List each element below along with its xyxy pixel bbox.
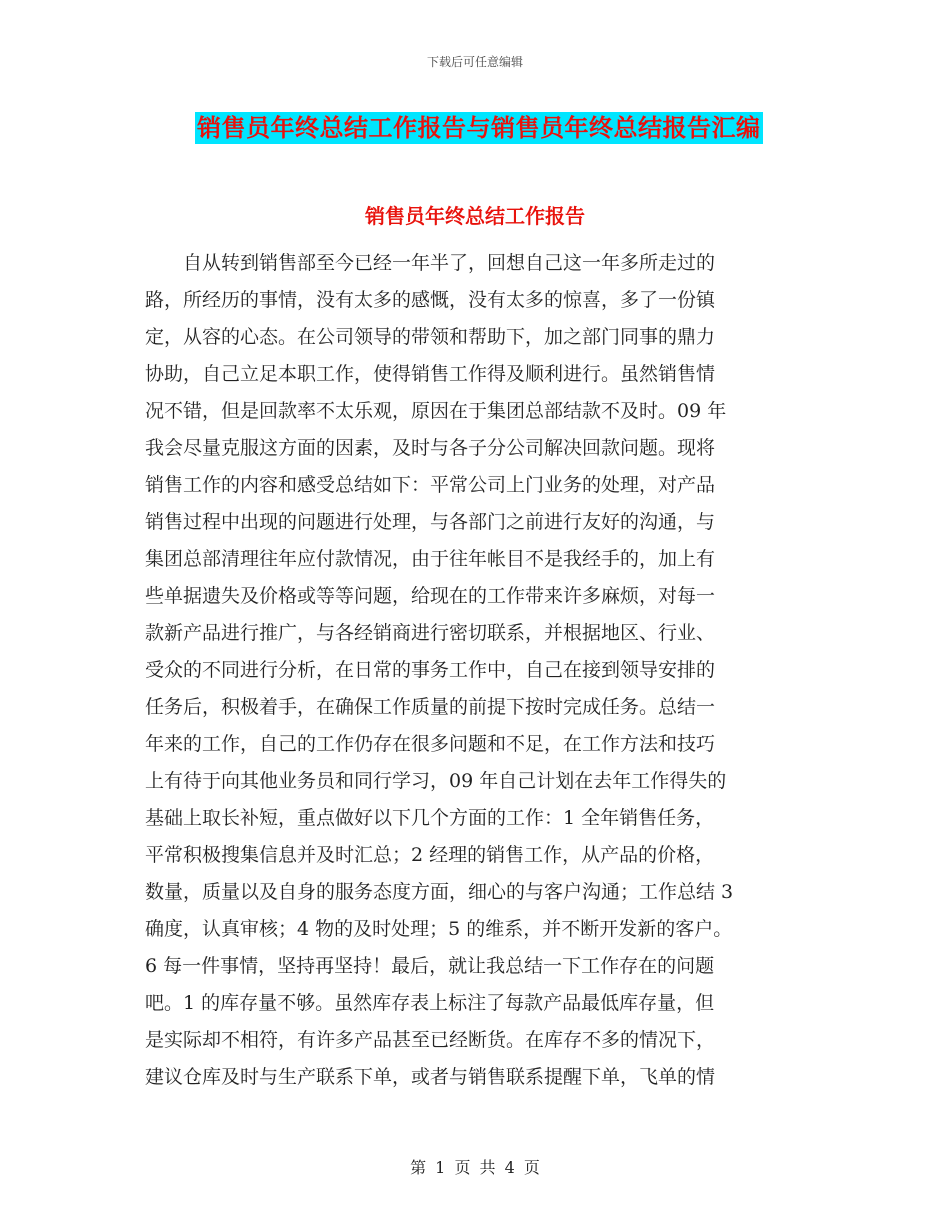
body-line: 集团总部清理往年应付款情况，由于往年帐目不是我经手的，加上有 (145, 548, 716, 570)
body-text (145, 245, 809, 1096)
body-line: 年来的工作，自己的工作仍存在很多问题和不足，在工作方法和技巧 (145, 733, 716, 755)
body-line: 平常积极搜集信息并及时汇总；2 经理的销售工作，从产品的价格， (145, 844, 715, 866)
body-line: 些单据遗失及价格或等等问题，给现在的工作带来许多麻烦，对每一 (145, 585, 716, 607)
body-line: 路，所经历的事情，没有太多的感慨，没有太多的惊喜，多了一份镇 (145, 289, 716, 311)
body-line: 自从转到销售部至今已经一年半了，回想自己这一年多所走过的 (145, 252, 716, 274)
body-line: 数量，质量以及自身的服务态度方面，细心的与客户沟通；工作总结 3 (145, 881, 734, 903)
header-note: 下载后可任意编辑 (426, 55, 523, 69)
body-line: 上有待于向其他业务员和同行学习，09 年自己计划在去年工作得失的 (145, 770, 727, 792)
body-line: 任务后，积极着手，在确保工作质量的前提下按时完成任务。总结一 (145, 696, 716, 718)
sub-title: 销售员年终总结工作报告 (365, 204, 585, 228)
body-line: 款新产品进行推广，与各经销商进行密切联系，并根据地区、行业、 (145, 622, 716, 644)
body-line: 我会尽量克服这方面的因素，及时与各子分公司解决回款问题。现将 (145, 437, 716, 459)
body-line: 受众的不同进行分析，在日常的事务工作中，自己在接到领导安排的 (145, 659, 716, 681)
body-line: 销售工作的内容和感受总结如下：平常公司上门业务的处理，对产品 (145, 474, 716, 496)
main-title: 销售员年终总结工作报告与销售员年终总结报告汇编 (197, 113, 761, 142)
body-line: 确度，认真审核；4 物的及时处理；5 的维系，并不断开发新的客户。 (145, 918, 733, 940)
body-line: 建议仓库及时与生产联系下单，或者与销售联系提醒下单，飞单的情 (145, 1066, 716, 1088)
body-line: 销售过程中出现的问题进行处理，与各部门之前进行友好的沟通，与 (145, 511, 716, 533)
body-line: 6 每一件事情，坚持再坚持！最后，就让我总结一下工作存在的问题 (145, 955, 715, 977)
body-line: 吧。1 的库存量不够。虽然库存表上标注了每款产品最低库存量，但 (145, 992, 715, 1014)
page-footer: 第 1 页 共 4 页 (410, 1158, 540, 1177)
body-line: 协助，自己立足本职工作，使得销售工作得及顺利进行。虽然销售情 (145, 363, 716, 385)
body-line: 基础上取长补短，重点做好以下几个方面的工作：1 全年销售任务， (145, 807, 715, 829)
body-line: 是实际却不相符，有许多产品甚至已经断货。在库存不多的情况下， (145, 1029, 716, 1051)
body-line: 定，从容的心态。在公司领导的带领和帮助下，加之部门同事的鼎力 (145, 326, 716, 348)
body-line: 况不错，但是回款率不太乐观，原因在于集团总部结款不及时。09 年 (145, 400, 727, 422)
